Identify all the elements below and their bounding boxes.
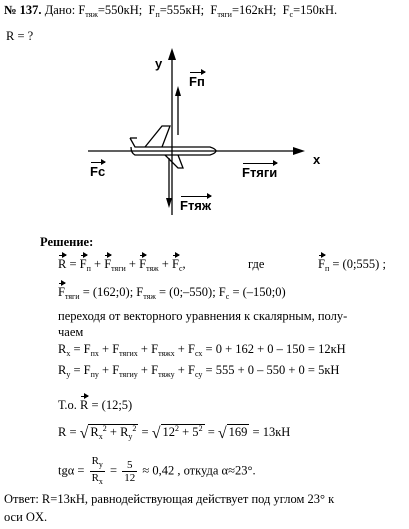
force-down-arrowhead <box>166 198 172 208</box>
tangent-equation: tgα = $\frac{R_y}{R_x}$ = $\frac{5}{12}$ ≈ 0,42 , откуда α≈23°. <box>58 455 256 486</box>
answer-line-1: Ответ: R=13кН, равнодействующая действует под углом 23° к <box>4 492 335 506</box>
x-axis-arrow <box>293 147 305 155</box>
force-right-label: Fтяги <box>242 165 278 180</box>
ry-equation: $R_y = F_{пу} + F_{тягиу} + F_{тяжу} + F_{су} = 555 + 0 - 550 + 0 = 5кН$ <box>58 363 340 379</box>
where-label: где <box>248 257 265 271</box>
problem-header <box>4 3 337 19</box>
answer-line-2: оси OX. <box>4 510 48 524</box>
fp-vector: $F_п$ = (0;555) ; <box>318 257 386 273</box>
find-line: R = ? <box>6 29 34 43</box>
component-vectors: $F_{тяги}$ = (162;0); $F_{тяж}$ = (0;–550); $F_с$ = (–150;0) <box>58 285 286 301</box>
force-up-arrowhead <box>175 86 181 96</box>
rx-equation: $R_x = F_{пх} + F_{тягих} + F_{тяжх} + F_{сх} = 0 + 162 + 0 - 150 = 12кН$ <box>58 342 346 358</box>
force-left-label: Fс <box>90 164 106 179</box>
force-up-label: Fп <box>189 74 205 89</box>
given-label: Дано: <box>44 3 76 17</box>
y-axis-label: y <box>155 56 163 71</box>
problem-number: № 137. <box>4 3 42 17</box>
result-vector: Т.о. R = (12;5) <box>58 398 133 412</box>
airplane <box>130 126 216 168</box>
solution-heading: Решение: <box>40 235 94 249</box>
y-axis-arrow <box>168 48 176 60</box>
x-axis-label: x <box>313 152 321 167</box>
force-diagram <box>0 40 409 220</box>
magnitude-equation: R = √ $R_x^2 + R_y^2$ = √ $12^2 + 5^2$ = √ 169 = 13кН <box>58 424 291 442</box>
given-values: $F_{тяж}=550кН$; $F_п=555кН$; $F_{тяги}=162кН$; $F_с=150кН$. <box>78 3 338 19</box>
text-line-2: чаем <box>58 325 84 339</box>
text-line-1: переходя от векторного уравнения к скалярным, полу- <box>58 309 348 323</box>
vector-equation: $R = F_п + F_{тяги} + F_{тяж} + F_с$, <box>58 257 186 273</box>
force-down-label: Fтяж <box>180 198 212 213</box>
